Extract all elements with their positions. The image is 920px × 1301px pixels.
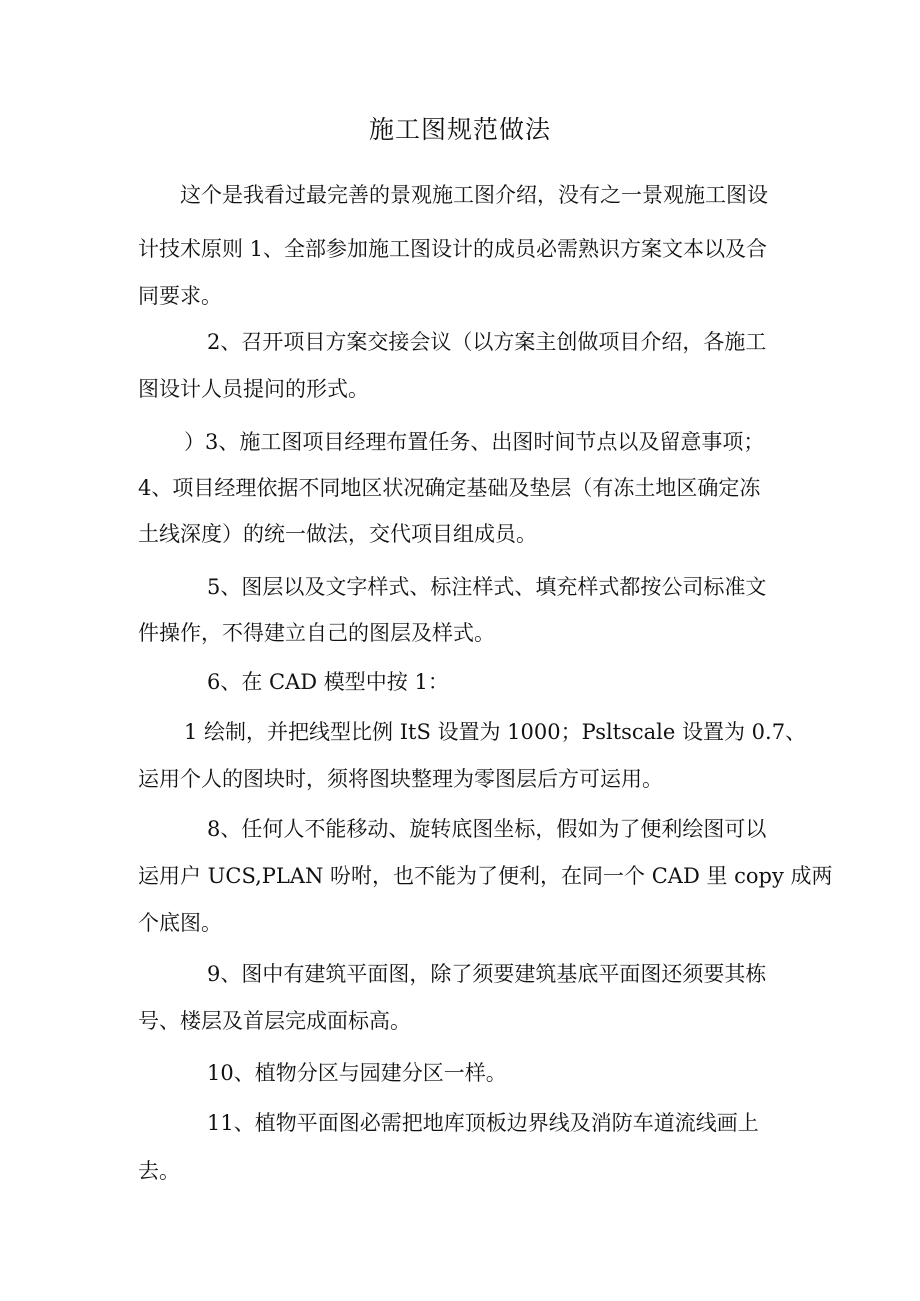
text-line-8: 土线深度）的统一做法，交代项目组成员。	[138, 522, 537, 546]
text-line-6: ）3、施工图项目经理布置任务、出图时间节点以及留意事项；	[184, 430, 765, 454]
text-line-3: 同要求。	[138, 284, 222, 308]
text-line-7: 4、项目经理依据不同地区状况确定基础及垫层（有冻土地区确定冻	[138, 476, 761, 500]
text-line-14: 8、任何人不能移动、旋转底图坐标，假如为了便利绘图可以	[207, 817, 767, 841]
text-line-16: 个底图。	[138, 911, 222, 935]
text-line-18: 号、楼层及首层完成面标高。	[138, 1009, 411, 1033]
text-line-17: 9、图中有建筑平面图，除了须要建筑基底平面图还须要其栋	[207, 962, 767, 986]
text-line-20: 11、植物平面图必需把地库顶板边界线及消防车道流线画上	[207, 1111, 759, 1135]
text-line-9: 5、图层以及文字样式、标注样式、填充样式都按公司标准文	[207, 575, 767, 599]
text-line-2: 计技术原则 1、全部参加施工图设计的成员必需熟识方案文本以及合	[138, 237, 768, 261]
text-line-10: 件操作，不得建立自己的图层及样式。	[138, 621, 495, 645]
text-line-12: 1 绘制，并把线型比例 ItS 设置为 1000；Psltscale 设置为 0.7、	[184, 720, 807, 744]
text-line-5: 图设计人员提问的形式。	[138, 377, 369, 401]
text-line-1: 这个是我看过最完善的景观施工图介绍，没有之一景观施工图设	[180, 183, 768, 207]
text-line-21: 去。	[138, 1159, 180, 1183]
text-line-13: 运用个人的图块时，须将图块整理为零图层后方可运用。	[138, 767, 663, 791]
text-line-11: 6、在 CAD 模型中按 1：	[207, 670, 449, 694]
text-line-15: 运用户 UCS,PLAN 吩咐，也不能为了便利，在同一个 CAD 里 copy 成两	[138, 864, 833, 888]
document-title: 施工图规范做法	[368, 115, 551, 144]
text-line-19: 10、植物分区与园建分区一样。	[207, 1061, 507, 1085]
text-line-4: 2、召开项目方案交接会议（以方案主创做项目介绍，各施工	[207, 330, 767, 354]
